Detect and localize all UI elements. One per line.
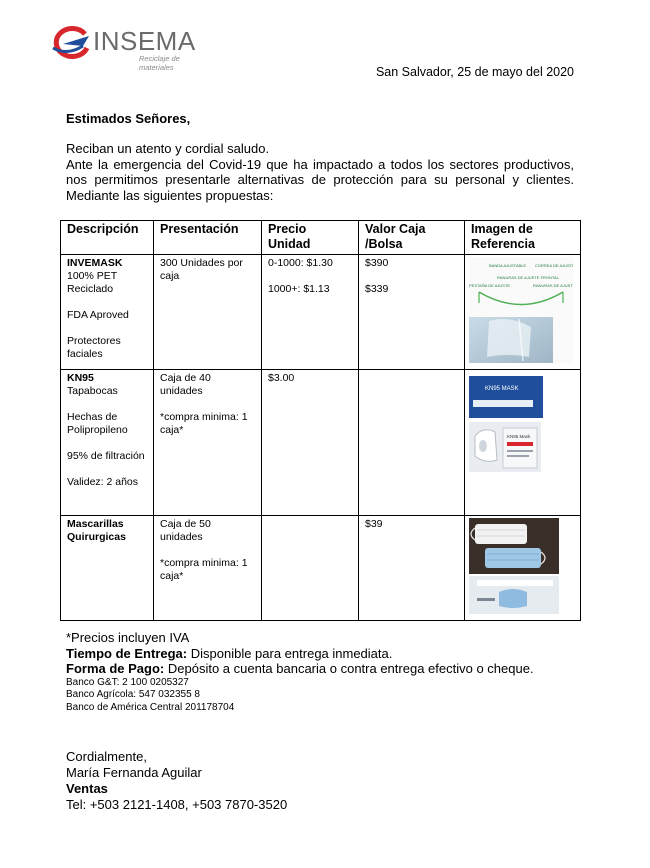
- product-name: Mascarillas Quirurgicas: [67, 518, 126, 543]
- minimum-purchase-note: *compra minima: 1 caja*: [160, 411, 248, 436]
- department: Ventas: [66, 781, 108, 796]
- header-valor-caja: Valor Caja /Bolsa: [359, 221, 465, 255]
- cell-image: [465, 516, 581, 621]
- cell-presentation: [154, 516, 262, 621]
- phone: Tel: +503 2121-1408, +503 7870-3520: [66, 797, 288, 812]
- closing: Cordialmente,: [66, 749, 147, 764]
- product-name: KN95: [67, 372, 94, 384]
- product-detail: 95% de filtración: [67, 450, 145, 462]
- product-detail: Hechas de Polipropileno: [67, 411, 128, 436]
- intro-paragraph: [66, 141, 574, 203]
- product-detail: FDA Aproved: [67, 309, 129, 321]
- signature-block: [66, 749, 287, 813]
- cell-box-value: $39: [359, 516, 465, 621]
- header-presentacion: Presentación: [154, 221, 262, 255]
- payment-terms: [66, 661, 574, 677]
- bank-account: Banco Agrícola: 547 032355 8: [66, 689, 200, 700]
- company-logo: [49, 24, 199, 72]
- product-detail: 100% PET Reciclado: [67, 270, 118, 295]
- header-descripcion: Descripción: [61, 221, 154, 255]
- kn95-box-image: [469, 376, 559, 472]
- price-tier: 0-1000: $1.30: [268, 257, 333, 269]
- terms-section: [66, 630, 574, 714]
- payment-label: Forma de Pago:: [66, 661, 165, 676]
- header-imagen: Imagen de Referencia: [465, 221, 581, 255]
- bank-account: Banco de América Central 201178704: [66, 701, 235, 713]
- cell-unit-price: $3.00: [262, 370, 359, 516]
- signer-name: María Fernanda Aguilar: [66, 765, 202, 780]
- cell-box-value: [359, 370, 465, 516]
- delivery-label: Tiempo de Entrega:: [66, 645, 188, 661]
- cell-description: [61, 370, 154, 516]
- logo-tagline: Reciclaje de materiales: [139, 54, 180, 72]
- intro-line-2: Ante la emergencia del Covid-19 que ha impactado a todos los sectores productivos, nos permitimos presentarle alternativas de protección para su personal y clientes. Mediante las siguientes propuestas:: [66, 156, 574, 203]
- payment-value: Depósito a cuenta bancaria o contra entrega efectivo o cheque.: [164, 661, 534, 676]
- cell-image: [465, 370, 581, 516]
- product-detail: Tapabocas: [67, 385, 118, 397]
- box-label: KN95 MASK: [485, 386, 519, 392]
- iva-note: *Precios incluyen IVA: [66, 630, 190, 645]
- intro-line-1: Reciban un atento y cordial saludo.: [66, 141, 270, 156]
- box-price: $390: [365, 257, 389, 269]
- box-price: $339: [365, 283, 389, 295]
- insema-logo-icon: [49, 26, 91, 60]
- header-precio-unidad: Precio Unidad: [262, 221, 359, 255]
- logo-name: INSEMA: [93, 26, 196, 56]
- table-header-row: [61, 221, 581, 255]
- cell-image: [465, 255, 581, 370]
- product-detail: Protectores faciales: [67, 335, 121, 360]
- diagram-label: RANURAS DE AJUSTE: [533, 283, 573, 288]
- diagram-label: PESTAÑA DE AJUSTE: [469, 283, 511, 288]
- diagram-label: BANDA AJUSTABLE: [489, 263, 527, 268]
- product-detail: Validez: 2 años: [67, 476, 139, 488]
- surgical-masks-image: [469, 518, 559, 614]
- greeting: Estimados Señores,: [66, 111, 191, 126]
- delivery-terms: [66, 646, 574, 662]
- diagram-label: RANURAS DE AJUSTE FRONTAL: [497, 275, 559, 280]
- cell-presentation: 300 Unidades por caja: [154, 255, 262, 370]
- presentation-text: Caja de 40 unidades: [160, 372, 211, 397]
- cell-unit-price: [262, 255, 359, 370]
- face-shield-diagram-image: [469, 257, 573, 363]
- cell-unit-price: [262, 516, 359, 621]
- table-row: [61, 255, 581, 370]
- minimum-purchase-note: *compra minima: 1 caja*: [160, 557, 248, 582]
- cell-description: [61, 255, 154, 370]
- table-row: [61, 516, 581, 621]
- presentation-text: Caja de 50 unidades: [160, 518, 211, 543]
- box-label: KN95 Mask: [507, 434, 531, 439]
- letter-date: San Salvador, 25 de mayo del 2020: [375, 65, 574, 79]
- product-name: INVEMASK: [67, 257, 123, 269]
- table-row: [61, 370, 581, 516]
- price-tier: 1000+: $1.13: [268, 283, 330, 295]
- bank-account: Banco G&T: 2 100 0205327: [66, 676, 189, 688]
- diagram-label: CORREA DE AJUSTE: [535, 263, 573, 268]
- cell-presentation: [154, 370, 262, 516]
- delivery-value: Disponible para entrega inmediata.: [187, 645, 393, 661]
- cell-box-value: [359, 255, 465, 370]
- cell-description: [61, 516, 154, 621]
- quote-table: [60, 220, 581, 621]
